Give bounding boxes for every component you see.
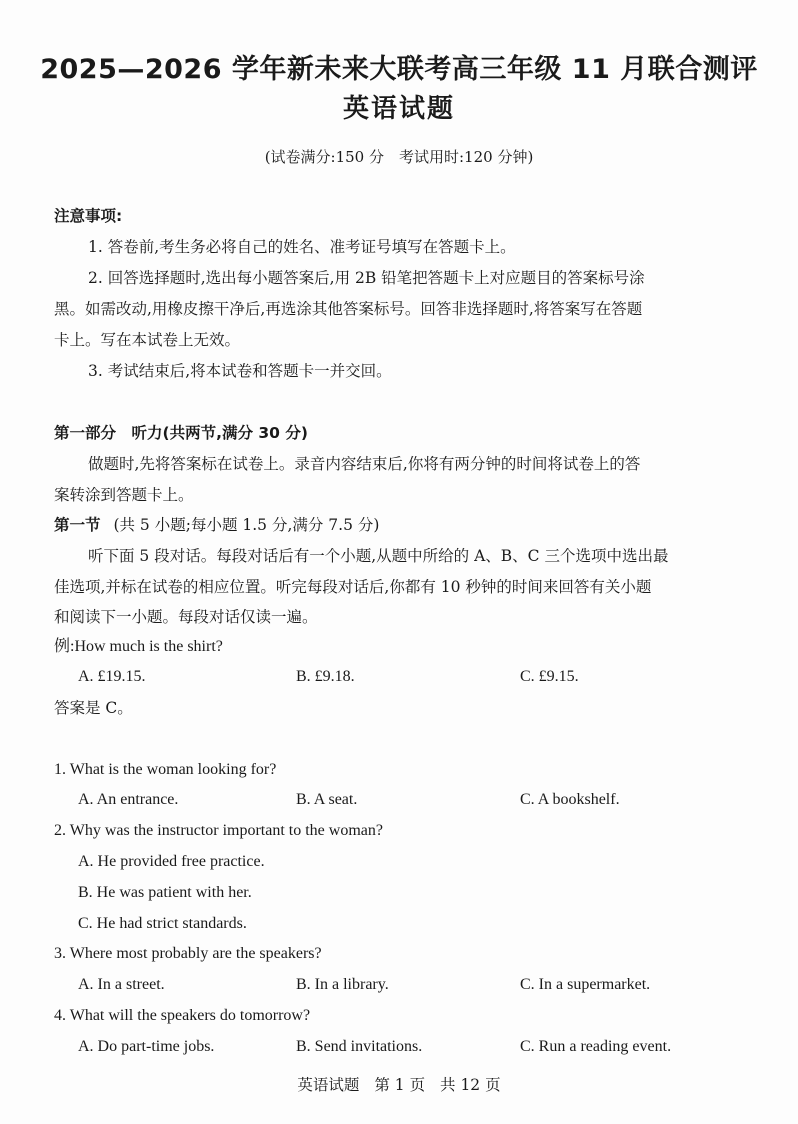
footer-total-pages: 共 12 页 [440, 1076, 501, 1094]
notice-item-2-line-2: 黑。如需改动,用橡皮擦干净后,再选涂其他答案标号。回答非选择题时,将答案写在答题 [54, 300, 643, 318]
section1-instructions-line-3: 和阅读下一小题。每段对话仅读一遍。 [54, 608, 318, 626]
question-2-option-c: C. He had strict standards. [78, 915, 247, 932]
question-1: 1. What is the woman looking for? [54, 761, 277, 778]
notice-heading: 注意事项: [54, 207, 123, 225]
example-option-c: C. £9.15. [520, 668, 579, 685]
question-1-option-a: A. An entrance. [78, 791, 179, 808]
question-3-option-c: C. In a supermarket. [520, 976, 651, 993]
footer-subject: 英语试题 [297, 1076, 360, 1094]
exam-subtitle: 英语试题 [342, 94, 455, 124]
example-answer: 答案是 C。 [54, 699, 133, 717]
part1-intro-line-2: 案转涂到答题卡上。 [54, 486, 194, 504]
question-2-option-b: B. He was patient with her. [78, 884, 252, 901]
section1-instructions-line-1: 听下面 5 段对话。每段对话后有一个小题,从题中所给的 A、B、C 三个选项中选出最 [88, 547, 669, 565]
question-2-option-a: A. He provided free practice. [78, 853, 265, 870]
page-footer [0, 1073, 798, 1095]
exam-title: 2025—2026 学年新未来大联考高三年级 11 月联合测评 [40, 54, 758, 85]
section1-heading: 第一节 [54, 516, 101, 534]
exam-info: (试卷满分:150 分 考试用时:120 分钟) [264, 148, 534, 166]
question-3-option-a: A. In a street. [78, 976, 165, 993]
section1-heading-row [54, 515, 379, 535]
question-3-option-b: B. In a library. [296, 976, 389, 993]
section1-info: (共 5 小题;每小题 1.5 分,满分 7.5 分) [113, 516, 380, 534]
section1-instructions-line-2: 佳选项,并标在试卷的相应位置。听完每段对话后,你都有 10 秒钟的时间来回答有关小题 [54, 578, 652, 596]
question-1-option-b: B. A seat. [296, 791, 358, 808]
notice-item-2-line-3: 卡上。写在本试卷上无效。 [54, 331, 241, 349]
example-option-a: A. £19.15. [78, 668, 146, 685]
question-1-option-c: C. A bookshelf. [520, 791, 620, 808]
question-4-option-c: C. Run a reading event. [520, 1038, 672, 1055]
question-2: 2. Why was the instructor important to the woman? [54, 822, 383, 839]
example-option-b: B. £9.18. [296, 668, 355, 685]
footer-page-number: 第 1 页 [374, 1076, 426, 1094]
question-4: 4. What will the speakers do tomorrow? [54, 1007, 311, 1024]
part1-intro-line-1: 做题时,先将答案标在试卷上。录音内容结束后,你将有两分钟的时间将试卷上的答 [88, 455, 641, 473]
example-question: 例:How much is the shirt? [54, 638, 223, 655]
notice-item-2-line-1: 2. 回答选择题时,选出每小题答案后,用 2B 铅笔把答题卡上对应题目的答案标号涂 [88, 269, 645, 287]
notice-item-1: 1. 答卷前,考生务必将自己的姓名、准考证号填写在答题卡上。 [88, 238, 516, 256]
notice-item-3: 3. 考试结束后,将本试卷和答题卡一并交回。 [88, 362, 392, 380]
question-3: 3. Where most probably are the speakers? [54, 945, 322, 962]
part1-heading: 第一部分 听力(共两节,满分 30 分) [54, 424, 308, 442]
question-4-option-a: A. Do part-time jobs. [78, 1038, 215, 1055]
question-4-option-b: B. Send invitations. [296, 1038, 423, 1055]
